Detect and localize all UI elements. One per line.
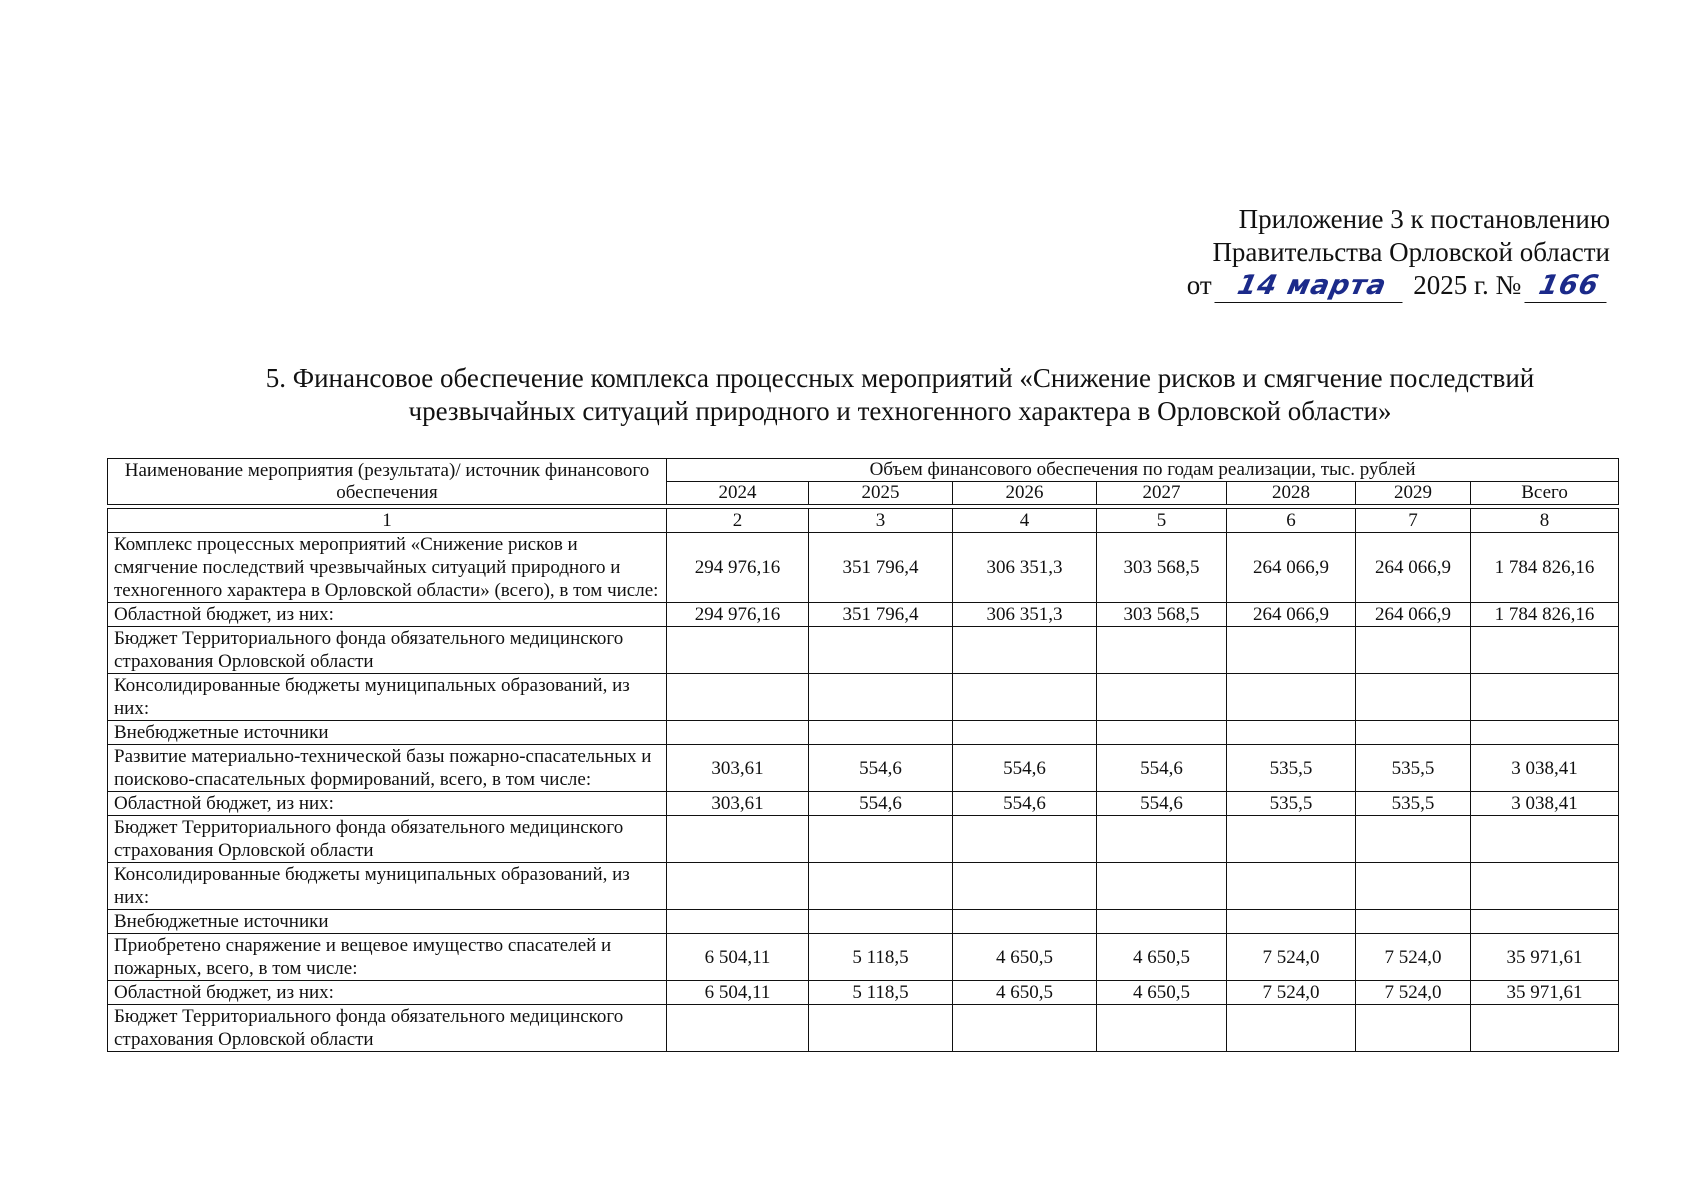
row-value-cell bbox=[667, 816, 809, 863]
row-value-cell: 7 524,0 bbox=[1227, 981, 1356, 1005]
row-total-cell: 1 784 826,16 bbox=[1471, 533, 1619, 603]
year-header: 2024 bbox=[667, 482, 809, 505]
row-name-cell: Консолидированные бюджеты муниципальных образований, из них: bbox=[108, 863, 667, 910]
row-value-cell: 554,6 bbox=[1097, 745, 1227, 792]
row-value-cell bbox=[809, 816, 953, 863]
table-row bbox=[108, 1005, 1619, 1052]
row-name-cell: Внебюджетные источники bbox=[108, 910, 667, 934]
column-index: 1 bbox=[108, 509, 667, 533]
row-name-cell: Областной бюджет, из них: bbox=[108, 981, 667, 1005]
row-value-cell bbox=[953, 674, 1097, 721]
row-value-cell: 535,5 bbox=[1356, 745, 1471, 792]
handwritten-date: 14 марта bbox=[1215, 269, 1410, 303]
row-value-cell: 264 066,9 bbox=[1356, 533, 1471, 603]
row-value-cell bbox=[1356, 910, 1471, 934]
row-value-cell bbox=[667, 674, 809, 721]
row-value-cell: 5 118,5 bbox=[809, 981, 953, 1005]
row-value-cell bbox=[1227, 816, 1356, 863]
row-total-cell bbox=[1471, 721, 1619, 745]
column-index: 5 bbox=[1097, 509, 1227, 533]
appendix-date-line bbox=[1080, 269, 1610, 303]
table-row bbox=[108, 981, 1619, 1005]
row-value-cell bbox=[667, 863, 809, 910]
row-value-cell bbox=[667, 721, 809, 745]
row-total-cell bbox=[1471, 627, 1619, 674]
row-value-cell bbox=[1227, 863, 1356, 910]
row-value-cell bbox=[1097, 674, 1227, 721]
column-index: 2 bbox=[667, 509, 809, 533]
row-total-cell: 35 971,61 bbox=[1471, 981, 1619, 1005]
total-header: Всего bbox=[1471, 482, 1619, 505]
row-value-cell: 351 796,4 bbox=[809, 603, 953, 627]
row-total-cell bbox=[1471, 816, 1619, 863]
row-name-cell: Комплекс процессных мероприятий «Снижение рисков и смягчение последствий чрезвычайных ситуаций природного и техногенного характера в Орловской области» (всего), в том числе: bbox=[108, 533, 667, 603]
row-total-cell bbox=[1471, 910, 1619, 934]
row-value-cell bbox=[809, 1005, 953, 1052]
row-value-cell bbox=[809, 910, 953, 934]
row-name-cell: Бюджет Территориального фонда обязательного медицинского страхования Орловской области bbox=[108, 816, 667, 863]
row-value-cell: 306 351,3 bbox=[953, 533, 1097, 603]
row-value-cell bbox=[953, 627, 1097, 674]
row-value-cell bbox=[809, 721, 953, 745]
row-value-cell bbox=[1097, 910, 1227, 934]
row-value-cell bbox=[1097, 816, 1227, 863]
row-value-cell: 303,61 bbox=[667, 745, 809, 792]
row-total-cell bbox=[1471, 863, 1619, 910]
row-value-cell bbox=[809, 674, 953, 721]
row-value-cell bbox=[809, 627, 953, 674]
row-value-cell: 4 650,5 bbox=[953, 934, 1097, 981]
row-name-cell: Развитие материально-технической базы пожарно-спасательных и поисково-спасательных формирований, всего, в том числе: bbox=[108, 745, 667, 792]
row-value-cell: 535,5 bbox=[1227, 792, 1356, 816]
financing-table bbox=[107, 458, 1619, 1052]
row-value-cell: 4 650,5 bbox=[953, 981, 1097, 1005]
row-value-cell bbox=[1097, 863, 1227, 910]
row-value-cell bbox=[1356, 1005, 1471, 1052]
column-index: 7 bbox=[1356, 509, 1471, 533]
table-row bbox=[108, 721, 1619, 745]
table-row bbox=[108, 627, 1619, 674]
row-total-cell: 3 038,41 bbox=[1471, 792, 1619, 816]
table-row bbox=[108, 533, 1619, 603]
table-row bbox=[108, 603, 1619, 627]
row-value-cell bbox=[1097, 721, 1227, 745]
row-value-cell: 4 650,5 bbox=[1097, 934, 1227, 981]
column-index: 8 bbox=[1471, 509, 1619, 533]
row-value-cell: 303,61 bbox=[667, 792, 809, 816]
appendix-line-2: Правительства Орловской области bbox=[1212, 237, 1610, 267]
row-total-cell: 35 971,61 bbox=[1471, 934, 1619, 981]
row-value-cell: 7 524,0 bbox=[1356, 934, 1471, 981]
row-value-cell: 554,6 bbox=[953, 792, 1097, 816]
section-title-line-1: 5. Финансовое обеспечение комплекса процессных мероприятий «Снижение рисков и смягчение последствий bbox=[265, 363, 1535, 393]
row-value-cell bbox=[667, 627, 809, 674]
year-header: 2029 bbox=[1356, 482, 1471, 505]
row-total-cell bbox=[1471, 674, 1619, 721]
row-value-cell bbox=[953, 721, 1097, 745]
row-name-cell: Внебюджетные источники bbox=[108, 721, 667, 745]
date-prefix: от bbox=[1186, 270, 1212, 300]
row-value-cell bbox=[1356, 674, 1471, 721]
row-value-cell bbox=[1356, 863, 1471, 910]
row-value-cell: 554,6 bbox=[809, 792, 953, 816]
appendix-header bbox=[1080, 203, 1610, 303]
row-value-cell bbox=[1227, 910, 1356, 934]
table-row bbox=[108, 910, 1619, 934]
row-name-cell: Областной бюджет, из них: bbox=[108, 603, 667, 627]
row-name-cell: Консолидированные бюджеты муниципальных образований, из них: bbox=[108, 674, 667, 721]
row-value-cell bbox=[1227, 674, 1356, 721]
column-index: 6 bbox=[1227, 509, 1356, 533]
row-value-cell bbox=[1356, 627, 1471, 674]
row-value-cell bbox=[953, 910, 1097, 934]
row-value-cell bbox=[667, 1005, 809, 1052]
row-value-cell: 535,5 bbox=[1227, 745, 1356, 792]
row-name-cell: Приобретено снаряжение и вещевое имущество спасателей и пожарных, всего, в том числе: bbox=[108, 934, 667, 981]
row-value-cell: 351 796,4 bbox=[809, 533, 953, 603]
row-value-cell bbox=[1097, 627, 1227, 674]
year-header: 2028 bbox=[1227, 482, 1356, 505]
row-value-cell: 6 504,11 bbox=[667, 934, 809, 981]
table-row bbox=[108, 745, 1619, 792]
row-value-cell bbox=[953, 816, 1097, 863]
table-row bbox=[108, 934, 1619, 981]
column-index: 3 bbox=[809, 509, 953, 533]
row-value-cell bbox=[809, 863, 953, 910]
section-title bbox=[200, 362, 1600, 428]
year-header: 2025 bbox=[809, 482, 953, 505]
handwritten-number: 166 bbox=[1524, 269, 1613, 303]
header-name-cell: Наименование мероприятия (результата)/ источник финансового обеспечения bbox=[108, 459, 667, 505]
appendix-line-1: Приложение 3 к постановлению bbox=[1238, 204, 1610, 234]
row-value-cell: 294 976,16 bbox=[667, 603, 809, 627]
table-row bbox=[108, 674, 1619, 721]
column-index-row bbox=[108, 509, 1619, 533]
row-total-cell: 3 038,41 bbox=[1471, 745, 1619, 792]
row-total-cell bbox=[1471, 1005, 1619, 1052]
year-header: 2026 bbox=[953, 482, 1097, 505]
row-total-cell: 1 784 826,16 bbox=[1471, 603, 1619, 627]
year-header: 2027 bbox=[1097, 482, 1227, 505]
row-value-cell: 554,6 bbox=[953, 745, 1097, 792]
header-volume-cell: Объем финансового обеспечения по годам реализации, тыс. рублей bbox=[667, 459, 1619, 482]
row-value-cell: 5 118,5 bbox=[809, 934, 953, 981]
row-value-cell: 294 976,16 bbox=[667, 533, 809, 603]
section-title-line-2: чрезвычайных ситуаций природного и техногенного характера в Орловской области» bbox=[408, 396, 1392, 426]
row-value-cell: 7 524,0 bbox=[1227, 934, 1356, 981]
year-and-number-label: 2025 г. № bbox=[1413, 270, 1522, 300]
row-value-cell: 303 568,5 bbox=[1097, 533, 1227, 603]
row-name-cell: Бюджет Территориального фонда обязательного медицинского страхования Орловской области bbox=[108, 1005, 667, 1052]
row-value-cell: 535,5 bbox=[1356, 792, 1471, 816]
row-value-cell bbox=[667, 910, 809, 934]
row-value-cell: 303 568,5 bbox=[1097, 603, 1227, 627]
row-value-cell bbox=[953, 1005, 1097, 1052]
row-value-cell bbox=[1227, 627, 1356, 674]
row-value-cell bbox=[1356, 721, 1471, 745]
row-value-cell: 264 066,9 bbox=[1227, 533, 1356, 603]
row-value-cell bbox=[1227, 721, 1356, 745]
row-value-cell: 264 066,9 bbox=[1356, 603, 1471, 627]
row-value-cell: 7 524,0 bbox=[1356, 981, 1471, 1005]
row-value-cell bbox=[1356, 816, 1471, 863]
row-value-cell: 6 504,11 bbox=[667, 981, 809, 1005]
row-name-cell: Бюджет Территориального фонда обязательного медицинского страхования Орловской области bbox=[108, 627, 667, 674]
row-value-cell: 4 650,5 bbox=[1097, 981, 1227, 1005]
table-row bbox=[108, 816, 1619, 863]
row-value-cell bbox=[1227, 1005, 1356, 1052]
row-value-cell: 264 066,9 bbox=[1227, 603, 1356, 627]
column-index: 4 bbox=[953, 509, 1097, 533]
row-value-cell: 554,6 bbox=[1097, 792, 1227, 816]
table-row bbox=[108, 792, 1619, 816]
row-name-cell: Областной бюджет, из них: bbox=[108, 792, 667, 816]
row-value-cell: 306 351,3 bbox=[953, 603, 1097, 627]
row-value-cell bbox=[1097, 1005, 1227, 1052]
row-value-cell bbox=[953, 863, 1097, 910]
row-value-cell: 554,6 bbox=[809, 745, 953, 792]
table-row bbox=[108, 863, 1619, 910]
